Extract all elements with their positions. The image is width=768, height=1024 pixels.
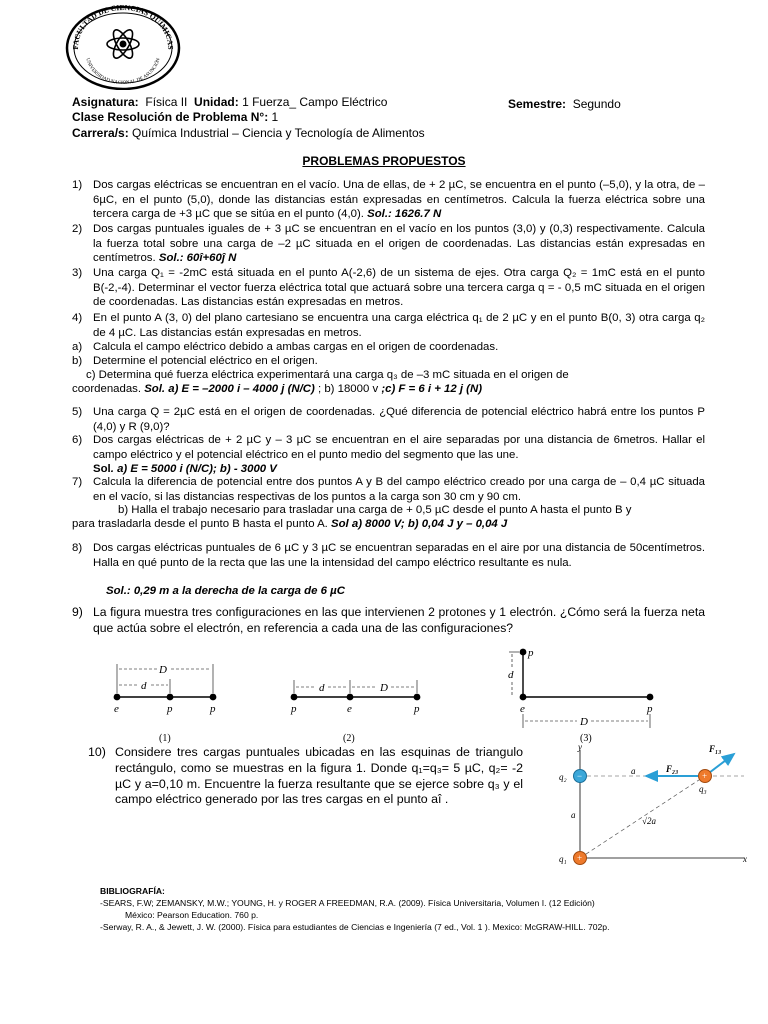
svg-text:(3): (3) [580, 733, 592, 744]
problem-8: 8) Dos cargas eléctricas puntuales de 6 µC y 3 µC se encuentran separadas en el aire por una distancia de 50centímetros. Halla en qué punto de la recta que las une la intensidad del campo eléctrico resultante es nula. [72, 542, 705, 569]
svg-text:q₁: q₁ [559, 854, 567, 864]
logo-top-text: FACULTAD DE CIENCIAS QUÍMICAS [70, 4, 176, 50]
config-1 [114, 664, 217, 744]
config-1-d: d [141, 680, 147, 692]
problem-4-c-line1: c) Determina qué fuerza eléctrica experimentará una carga q₃ de –3 mC situada en el origen de [86, 369, 569, 381]
svg-text:e: e [347, 703, 352, 715]
bibliography-ref-1: -SEARS, F.W; ZEMANSKY, M.W.; YOUNG, H. y ROGER A FREEDMAN, R.A. (2009). Física Universitaria, Volumen I. (12 Edición) [100, 898, 595, 908]
figure-9 [95, 644, 675, 746]
problem-9: 9) La figura muestra tres configuraciones en las que intervienen 2 protones y 1 electrón. ¿Cómo será la fuerza neta que actúa sobre el electrón, en referencia a cada una de las configuraciones? [72, 605, 705, 635]
page-title: PROBLEMAS PROPUESTOS [302, 154, 466, 168]
bibliography-heading: BIBLIOGRAFÍA: [100, 886, 165, 896]
logo-seal-icon [64, 4, 182, 90]
svg-text:(2): (2) [343, 733, 355, 744]
config-2 [290, 680, 420, 744]
problem-1: 1) Dos cargas eléctricas se encuentran en el vacío. Una de ellas, de + 2 µC, se encuentra en el punto (–5,0), y la otra, de – 6µC, en el punto (5,0), donde las distancias están expresadas en centímetros. Calcula la fuerza eléctrica sobre una tercera carga de +3 µC que se sitúa en el punto (4,0). Sol.: 1626.7 N [72, 179, 705, 221]
svg-text:p: p [167, 703, 173, 715]
problem-10: 10) Considere tres cargas puntuales ubicadas en las esquinas de triangulo rectángulo, como se muestras en la figura 1. Donde q₁=q₃= 5 µC, q₂= -2 µC y a=0,10 m. Encuentre la fuerza resultante que se ejerce sobre q₃ y el campo eléctrico generado por las tres cargas en el punto aî . [88, 745, 523, 807]
header-asignatura: Asignatura: Física II Unidad: 1 Fuerza_ Campo Eléctrico [72, 95, 388, 109]
bibliography-ref-1-cont: México: Pearson Education. 760 p. [125, 910, 259, 920]
svg-text:p: p [291, 703, 297, 715]
svg-text:d: d [508, 669, 514, 681]
problem-7: 7) Calcula la diferencia de potencial entre dos puntos A y B del campo eléctrico creado por una carga de – 0,4 µC situada en el vacío, si las distancias respectivas de los puntos a la carga son 30 cm y 90 cm. [72, 476, 705, 503]
svg-text:d: d [319, 682, 325, 694]
svg-text:e: e [520, 703, 525, 715]
svg-text:p: p [414, 703, 420, 715]
problem-5: 5) Una carga Q = 2µC está en el origen de coordenadas. ¿Qué diferencia de potencial eléctrico habrá entre los puntos P (4,0) y R (9,0)? [72, 406, 705, 433]
problem-4-c-line2: coordenadas. Sol. a) E = –2000 i – 4000 j (N/C) ; b) 18000 v ;c) F = 6 i + 12 j (N) [72, 383, 482, 395]
svg-text:+: + [702, 771, 708, 781]
svg-text:e: e [114, 703, 119, 715]
svg-text:a: a [631, 766, 636, 776]
logo-bottom-text: UNIVERSIDAD NACIONAL DE ASUNCIÓN [84, 57, 162, 87]
problem-4-b: b) Determine el potencial eléctrico en el origen. [72, 355, 318, 367]
svg-text:D: D [580, 716, 588, 728]
problem-6: 6) Dos cargas eléctricas de + 2 µC y – 3 µC se encuentran en el aire separadas por una distancia de 6metros. Hallar el campo eléctrico y el potencial eléctrico en el punto medio del segmento que las une. Sol. a) E = 5000 i (N/C); b) - 3000 V [72, 434, 705, 476]
svg-text:q₃: q₃ [699, 784, 707, 794]
svg-text:p: p [528, 647, 534, 659]
problem-8-solution: Sol.: 0,29 m a la derecha de la carga de 6 µC [106, 585, 345, 597]
svg-text:D: D [380, 682, 388, 694]
figure-10 [548, 742, 758, 870]
svg-text:a: a [571, 810, 576, 820]
svg-text:F₁₃: F₁₃ [709, 744, 722, 754]
config-1-D: D [159, 664, 167, 676]
problem-7-b-line2: para trasladarla desde el punto B hasta el punto A. Sol a) 8000 V; b) 0,04 J y – 0,04 J [72, 518, 508, 530]
svg-text:√2a: √2a [642, 816, 656, 826]
svg-text:y: y [578, 742, 582, 752]
svg-text:F₂₃: F₂₃ [666, 764, 679, 774]
svg-text:p: p [210, 703, 216, 715]
bibliography-ref-2: -Serway, R. A., & Jewett, J. W. (2000). Física para estudiantes de Ciencias e Ingeniería (7 ed., Vol. 1 ). Mexico: McGRAW-HILL. 702p. [100, 922, 610, 932]
problem-4: 4) En el punto A (3, 0) del plano cartesiano se encuentra una carga eléctrica q₁ de 2 µC y en el punto B(0, 3) otra carga q₂ de 4 µC. Las distancias están expresadas en metros. [72, 312, 705, 339]
header-clase: Clase Resolución de Problema N°: 1 [72, 110, 279, 124]
header-semestre: Semestre: Segundo [508, 97, 621, 111]
faculty-logo [64, 4, 182, 90]
svg-text:x: x [743, 854, 747, 864]
problem-7-b-line1: b) Halla el trabajo necesario para trasladar una carga de + 0,5 µC desde el punto A hasta el punto B y [118, 504, 632, 516]
header-carrera: Carrera/s: Química Industrial – Ciencia y Tecnología de Alimentos [72, 126, 425, 140]
svg-text:+: + [577, 853, 583, 863]
svg-text:p: p [647, 703, 653, 715]
problem-2: 2) Dos cargas puntuales iguales de + 3 µC se encuentran en el vacío en los puntos (3,0) y (0,3) respectivamente. Calcula la fuerza total sobre una carga de –2 µC situada en el origen de coordenadas. Las distancias están expresadas en centímetros. Sol.: 60î+60ĵ N [72, 223, 705, 265]
problem-3: 3) Una carga Q₁ = -2mC está situada en el punto A(-2,6) de un sistema de ejes. Otra carga Q₂ = 1mC está en el punto B(-2,-4). Determinar el vector fuerza eléctrica total que actuará sobre una tercera carga q = - 0,5 mC situada en el origen de coordenadas. Las distancias están expresadas en metros. [72, 267, 705, 309]
svg-text:−: − [577, 771, 583, 781]
svg-text:q₂: q₂ [559, 772, 567, 782]
svg-text:(1): (1) [159, 733, 171, 744]
problem-4-a: a) Calcula el campo eléctrico debido a ambas cargas en el origen de coordenadas. [72, 341, 499, 353]
config-3 [508, 647, 653, 744]
